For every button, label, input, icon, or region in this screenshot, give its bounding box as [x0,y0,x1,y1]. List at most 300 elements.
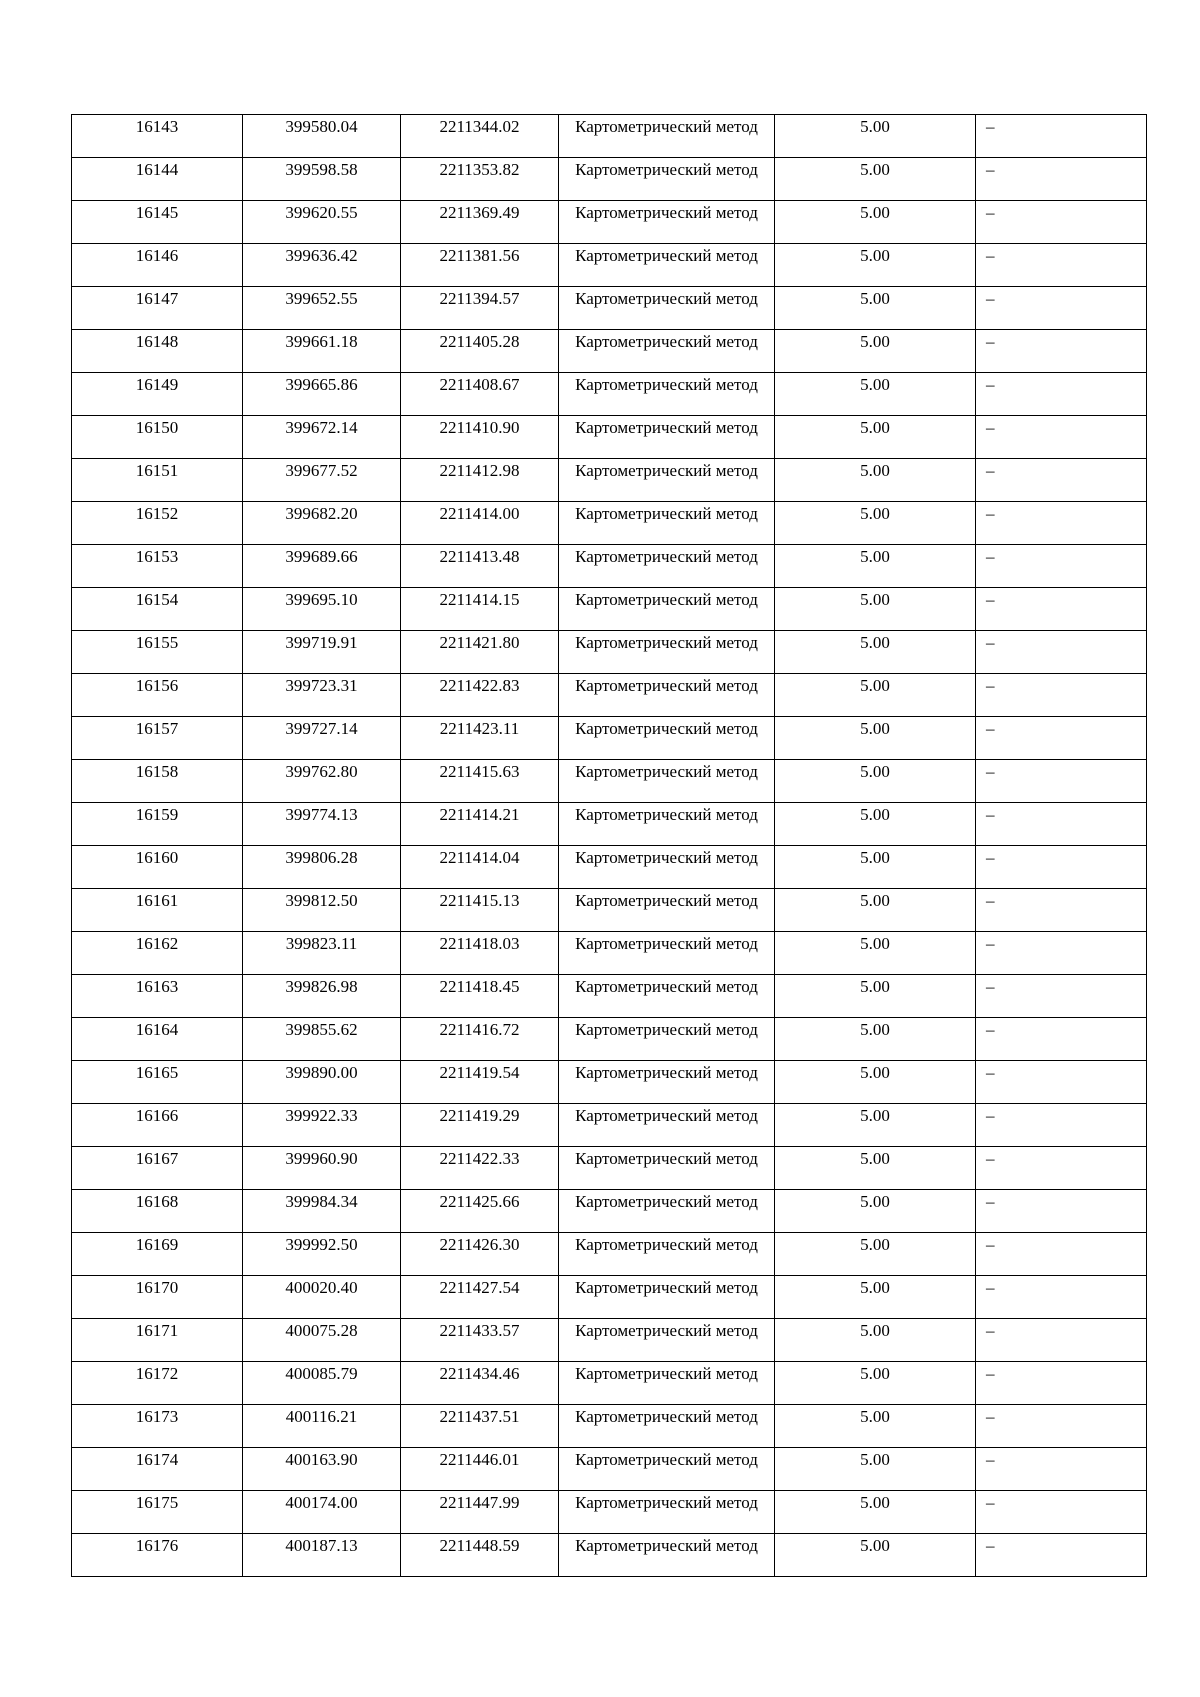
y-coordinate-cell-text: 2211413.48 [439,547,520,566]
accuracy-cell [775,760,976,803]
y-coordinate-cell [401,502,559,545]
y-coordinate-cell-text: 2211412.98 [439,461,520,480]
accuracy-cell [775,1405,976,1448]
point-number-cell [72,1448,243,1491]
y-coordinate-cell-text: 2211369.49 [439,203,520,222]
point-number-cell [72,1405,243,1448]
method-cell-text: Картометрический метод [575,1536,758,1555]
y-coordinate-cell-text: 2211416.72 [439,1020,520,1039]
point-number-cell [72,287,243,330]
table-row [72,1362,1147,1405]
note-cell [976,846,1147,889]
note-cell [976,1362,1147,1405]
method-cell [559,846,775,889]
method-cell [559,287,775,330]
x-coordinate-cell-text: 399826.98 [285,977,358,996]
x-coordinate-cell-text: 399689.66 [285,547,358,566]
y-coordinate-cell-text: 2211421.80 [439,633,520,652]
method-cell [559,1147,775,1190]
y-coordinate-cell-text: 2211414.21 [439,805,520,824]
y-coordinate-cell [401,201,559,244]
accuracy-cell [775,1018,976,1061]
y-coordinate-cell-text: 2211422.83 [439,676,520,695]
note-cell [976,1104,1147,1147]
x-coordinate-cell [243,1362,401,1405]
y-coordinate-cell-text: 2211394.57 [439,289,520,308]
x-coordinate-cell-text: 399762.80 [285,762,358,781]
method-cell-text: Картометрический метод [575,676,758,695]
accuracy-cell [775,1190,976,1233]
point-number-cell-text: 16164 [135,1020,179,1039]
point-number-cell [72,115,243,158]
y-coordinate-cell [401,459,559,502]
x-coordinate-cell-text: 399580.04 [285,117,358,136]
point-number-cell [72,1147,243,1190]
note-cell [976,201,1147,244]
accuracy-cell [775,287,976,330]
x-coordinate-cell-text: 399960.90 [285,1149,358,1168]
note-cell [976,1405,1147,1448]
x-coordinate-cell [243,115,401,158]
point-number-cell [72,1362,243,1405]
note-cell [976,889,1147,932]
method-cell [559,1534,775,1577]
accuracy-cell [775,158,976,201]
x-coordinate-cell-text: 400174.00 [285,1493,358,1512]
accuracy-cell-text: 5.00 [860,1020,890,1039]
note-cell-text: – [986,676,995,695]
method-cell-text: Картометрический метод [575,160,758,179]
method-cell-text: Картометрический метод [575,1407,758,1426]
point-number-cell-text: 16155 [135,633,179,652]
method-cell-text: Картометрический метод [575,332,758,351]
accuracy-cell-text: 5.00 [860,332,890,351]
note-cell-text: – [986,848,995,867]
method-cell-text: Картометрический метод [575,762,758,781]
x-coordinate-cell-text: 399695.10 [285,590,358,609]
note-cell-text: – [986,1364,995,1383]
method-cell [559,1190,775,1233]
y-coordinate-cell [401,545,559,588]
table-row [72,846,1147,889]
accuracy-cell-text: 5.00 [860,1235,890,1254]
accuracy-cell [775,1061,976,1104]
x-coordinate-cell-text: 399677.52 [285,461,358,480]
x-coordinate-cell [243,1405,401,1448]
point-number-cell [72,717,243,760]
accuracy-cell-text: 5.00 [860,547,890,566]
method-cell-text: Картометрический метод [575,1493,758,1512]
x-coordinate-cell-text: 399719.91 [285,633,358,652]
note-cell-text: – [986,418,995,437]
method-cell [559,803,775,846]
accuracy-cell [775,631,976,674]
table-row [72,1104,1147,1147]
accuracy-cell [775,330,976,373]
note-cell-text: – [986,547,995,566]
note-cell-text: – [986,1192,995,1211]
accuracy-cell [775,1491,976,1534]
table-row [72,760,1147,803]
x-coordinate-cell [243,760,401,803]
table-row [72,889,1147,932]
accuracy-cell-text: 5.00 [860,977,890,996]
y-coordinate-cell [401,330,559,373]
point-number-cell-text: 16166 [135,1106,179,1125]
accuracy-cell [775,1448,976,1491]
method-cell [559,545,775,588]
accuracy-cell [775,1104,976,1147]
point-number-cell [72,330,243,373]
y-coordinate-cell [401,1448,559,1491]
x-coordinate-cell-text: 399855.62 [285,1020,358,1039]
accuracy-cell [775,545,976,588]
accuracy-cell [775,975,976,1018]
point-number-cell-text: 16145 [135,203,179,222]
point-number-cell [72,932,243,975]
table-row [72,717,1147,760]
accuracy-cell-text: 5.00 [860,1364,890,1383]
point-number-cell [72,1233,243,1276]
table-row [72,1061,1147,1104]
table-row [72,545,1147,588]
method-cell-text: Картометрический метод [575,1192,758,1211]
method-cell [559,932,775,975]
accuracy-cell [775,889,976,932]
y-coordinate-cell [401,1362,559,1405]
note-cell [976,1233,1147,1276]
x-coordinate-cell-text: 399682.20 [285,504,358,523]
y-coordinate-cell-text: 2211414.00 [439,504,520,523]
x-coordinate-cell [243,1276,401,1319]
note-cell [976,1319,1147,1362]
x-coordinate-cell [243,1491,401,1534]
method-cell [559,1233,775,1276]
x-coordinate-cell-text: 399806.28 [285,848,358,867]
y-coordinate-cell [401,588,559,631]
note-cell-text: – [986,504,995,523]
x-coordinate-cell [243,416,401,459]
y-coordinate-cell [401,975,559,1018]
y-coordinate-cell [401,287,559,330]
method-cell-text: Картометрический метод [575,934,758,953]
table-row [72,244,1147,287]
table-row [72,158,1147,201]
note-cell-text: – [986,289,995,308]
note-cell-text: – [986,1493,995,1512]
method-cell-text: Картометрический метод [575,461,758,480]
point-number-cell [72,631,243,674]
method-cell-text: Картометрический метод [575,1235,758,1254]
y-coordinate-cell [401,1233,559,1276]
x-coordinate-cell-text: 399665.86 [285,375,358,394]
y-coordinate-cell-text: 2211434.46 [439,1364,520,1383]
y-coordinate-cell-text: 2211447.99 [439,1493,520,1512]
note-cell-text: – [986,1106,995,1125]
y-coordinate-cell [401,1534,559,1577]
x-coordinate-cell-text: 399620.55 [285,203,358,222]
accuracy-cell-text: 5.00 [860,1192,890,1211]
point-number-cell [72,588,243,631]
method-cell-text: Картометрический метод [575,805,758,824]
x-coordinate-cell-text: 399661.18 [285,332,358,351]
x-coordinate-cell [243,588,401,631]
y-coordinate-cell [401,932,559,975]
method-cell-text: Картометрический метод [575,977,758,996]
note-cell-text: – [986,977,995,996]
accuracy-cell-text: 5.00 [860,1321,890,1340]
y-coordinate-cell-text: 2211414.15 [439,590,520,609]
x-coordinate-cell [243,502,401,545]
note-cell-text: – [986,117,995,136]
accuracy-cell [775,416,976,459]
table-row [72,287,1147,330]
note-cell [976,1448,1147,1491]
note-cell [976,975,1147,1018]
x-coordinate-cell [243,1190,401,1233]
x-coordinate-cell [243,1061,401,1104]
x-coordinate-cell [243,1104,401,1147]
table-row [72,1233,1147,1276]
y-coordinate-cell-text: 2211437.51 [439,1407,520,1426]
x-coordinate-cell [243,244,401,287]
y-coordinate-cell [401,1276,559,1319]
table-row [72,1448,1147,1491]
x-coordinate-cell-text: 399672.14 [285,418,358,437]
note-cell [976,287,1147,330]
point-number-cell-text: 16158 [135,762,179,781]
y-coordinate-cell-text: 2211353.82 [439,160,520,179]
note-cell [976,459,1147,502]
point-number-cell-text: 16172 [135,1364,179,1383]
method-cell [559,459,775,502]
method-cell-text: Картометрический метод [575,1149,758,1168]
point-number-cell-text: 16156 [135,676,179,695]
method-cell-text: Картометрический метод [575,1278,758,1297]
method-cell [559,373,775,416]
x-coordinate-cell [243,717,401,760]
point-number-cell [72,373,243,416]
table-row [72,1190,1147,1233]
method-cell [559,115,775,158]
table-row [72,115,1147,158]
y-coordinate-cell-text: 2211418.03 [439,934,520,953]
y-coordinate-cell-text: 2211381.56 [439,246,520,265]
point-number-cell-text: 16143 [135,117,179,136]
accuracy-cell [775,1362,976,1405]
coordinates-table-body [72,115,1147,1577]
x-coordinate-cell [243,846,401,889]
y-coordinate-cell [401,717,559,760]
point-number-cell-text: 16175 [135,1493,179,1512]
x-coordinate-cell-text: 400085.79 [285,1364,358,1383]
accuracy-cell [775,244,976,287]
note-cell [976,1061,1147,1104]
method-cell-text: Картометрический метод [575,504,758,523]
method-cell [559,1491,775,1534]
point-number-cell [72,1534,243,1577]
table-row [72,674,1147,717]
note-cell-text: – [986,203,995,222]
x-coordinate-cell [243,975,401,1018]
y-coordinate-cell [401,631,559,674]
point-number-cell [72,158,243,201]
table-row [72,373,1147,416]
y-coordinate-cell [401,803,559,846]
method-cell-text: Картометрический метод [575,1063,758,1082]
x-coordinate-cell [243,1448,401,1491]
note-cell-text: – [986,375,995,394]
note-cell [976,1190,1147,1233]
accuracy-cell-text: 5.00 [860,1106,890,1125]
method-cell-text: Картометрический метод [575,547,758,566]
table-row [72,502,1147,545]
method-cell-text: Картометрический метод [575,891,758,910]
method-cell-text: Картометрический метод [575,246,758,265]
point-number-cell-text: 16161 [135,891,179,910]
accuracy-cell-text: 5.00 [860,1493,890,1512]
point-number-cell [72,502,243,545]
note-cell-text: – [986,590,995,609]
note-cell-text: – [986,1450,995,1469]
point-number-cell-text: 16162 [135,934,179,953]
point-number-cell-text: 16149 [135,375,179,394]
point-number-cell-text: 16147 [135,289,179,308]
x-coordinate-cell [243,459,401,502]
note-cell [976,631,1147,674]
y-coordinate-cell-text: 2211426.30 [439,1235,520,1254]
accuracy-cell-text: 5.00 [860,891,890,910]
point-number-cell [72,975,243,1018]
x-coordinate-cell [243,1534,401,1577]
point-number-cell [72,803,243,846]
y-coordinate-cell-text: 2211405.28 [439,332,520,351]
accuracy-cell-text: 5.00 [860,117,890,136]
table-row [72,1276,1147,1319]
y-coordinate-cell-text: 2211448.59 [439,1536,520,1555]
method-cell [559,631,775,674]
y-coordinate-cell [401,1104,559,1147]
method-cell [559,1104,775,1147]
point-number-cell-text: 16150 [135,418,179,437]
point-number-cell [72,1018,243,1061]
y-coordinate-cell [401,416,559,459]
x-coordinate-cell-text: 400116.21 [285,1407,358,1426]
note-cell [976,1534,1147,1577]
x-coordinate-cell [243,1319,401,1362]
y-coordinate-cell [401,1405,559,1448]
point-number-cell-text: 16168 [135,1192,179,1211]
x-coordinate-cell-text: 400020.40 [285,1278,358,1297]
y-coordinate-cell [401,158,559,201]
method-cell-text: Картометрический метод [575,1106,758,1125]
accuracy-cell-text: 5.00 [860,633,890,652]
x-coordinate-cell-text: 399823.11 [285,934,358,953]
method-cell [559,674,775,717]
y-coordinate-cell [401,760,559,803]
method-cell [559,1448,775,1491]
y-coordinate-cell-text: 2211419.29 [439,1106,520,1125]
y-coordinate-cell [401,1190,559,1233]
accuracy-cell-text: 5.00 [860,461,890,480]
y-coordinate-cell [401,889,559,932]
y-coordinate-cell [401,674,559,717]
accuracy-cell-text: 5.00 [860,1149,890,1168]
x-coordinate-cell-text: 399727.14 [285,719,358,738]
table-row [72,803,1147,846]
point-number-cell-text: 16173 [135,1407,179,1426]
y-coordinate-cell [401,244,559,287]
note-cell [976,803,1147,846]
note-cell [976,1276,1147,1319]
x-coordinate-cell [243,631,401,674]
note-cell [976,717,1147,760]
note-cell [976,588,1147,631]
point-number-cell-text: 16157 [135,719,179,738]
accuracy-cell-text: 5.00 [860,1278,890,1297]
method-cell [559,244,775,287]
point-number-cell-text: 16160 [135,848,179,867]
x-coordinate-cell [243,545,401,588]
x-coordinate-cell [243,373,401,416]
accuracy-cell [775,803,976,846]
note-cell-text: – [986,1235,995,1254]
accuracy-cell-text: 5.00 [860,676,890,695]
accuracy-cell [775,1233,976,1276]
note-cell-text: – [986,1536,995,1555]
method-cell [559,760,775,803]
method-cell-text: Картометрический метод [575,1364,758,1383]
point-number-cell-text: 16151 [135,461,179,480]
point-number-cell-text: 16144 [135,160,179,179]
point-number-cell [72,889,243,932]
x-coordinate-cell-text: 400163.90 [285,1450,358,1469]
method-cell-text: Картометрический метод [575,633,758,652]
x-coordinate-cell-text: 399890.00 [285,1063,358,1082]
point-number-cell-text: 16152 [135,504,179,523]
accuracy-cell-text: 5.00 [860,848,890,867]
y-coordinate-cell [401,1319,559,1362]
note-cell [976,674,1147,717]
accuracy-cell [775,1276,976,1319]
accuracy-cell-text: 5.00 [860,375,890,394]
y-coordinate-cell-text: 2211344.02 [439,117,520,136]
accuracy-cell [775,674,976,717]
y-coordinate-cell-text: 2211415.13 [439,891,520,910]
point-number-cell [72,760,243,803]
point-number-cell-text: 16170 [135,1278,179,1297]
accuracy-cell [775,1534,976,1577]
point-number-cell-text: 16165 [135,1063,179,1082]
method-cell [559,1276,775,1319]
point-number-cell-text: 16154 [135,590,179,609]
accuracy-cell-text: 5.00 [860,246,890,265]
method-cell [559,588,775,631]
note-cell-text: – [986,332,995,351]
method-cell [559,330,775,373]
method-cell [559,1061,775,1104]
accuracy-cell [775,502,976,545]
point-number-cell-text: 16153 [135,547,179,566]
point-number-cell-text: 16148 [135,332,179,351]
point-number-cell [72,674,243,717]
point-number-cell [72,201,243,244]
x-coordinate-cell-text: 399723.31 [285,676,358,695]
note-cell [976,545,1147,588]
y-coordinate-cell-text: 2211425.66 [439,1192,520,1211]
y-coordinate-cell-text: 2211414.04 [439,848,520,867]
table-row [72,975,1147,1018]
